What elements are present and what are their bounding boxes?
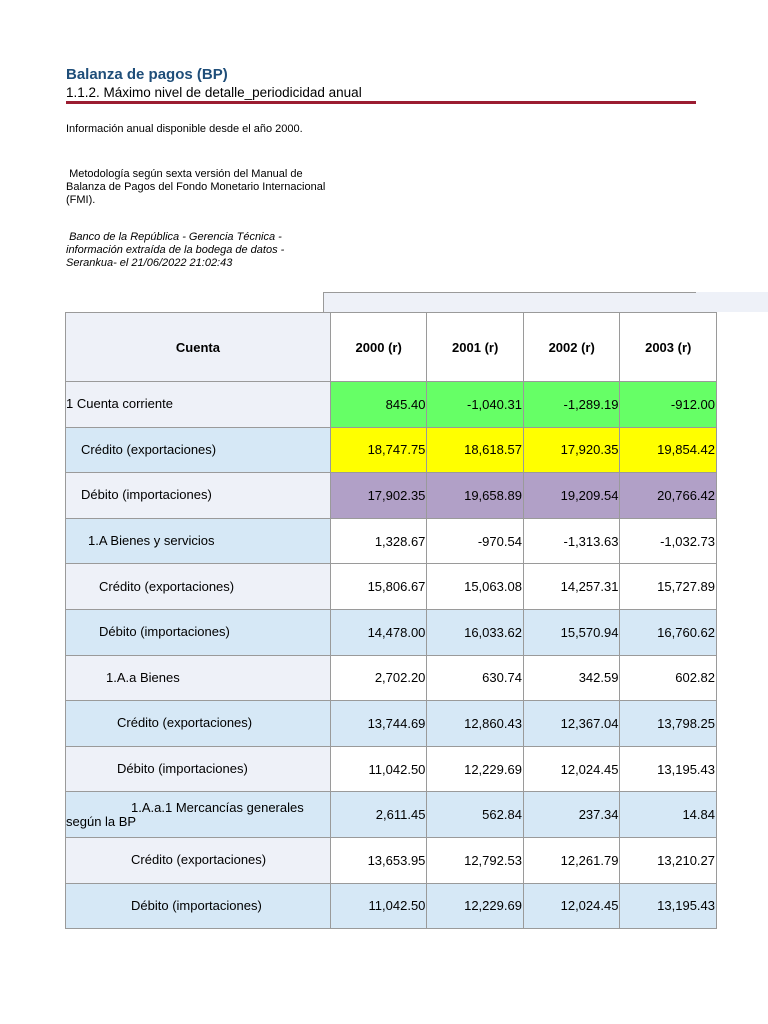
value-cell: 11,042.50 [330,746,427,792]
value-cell: 12,860.43 [427,701,524,747]
value-cell: 19,658.89 [427,473,524,519]
value-cell: 19,854.42 [620,427,717,473]
row-label: Débito (importaciones) [66,609,331,655]
info-note: Información anual disponible desde el año 2000. [66,123,303,135]
row-label: Débito (importaciones) [66,883,331,929]
table-row [66,837,717,883]
row-label: Crédito (exportaciones) [66,564,331,610]
source-note: Banco de la República - Gerencia Técnica - información extraída de la bodega de datos - Serankua- el 21/06/2022 21:02:43 [66,231,288,269]
value-cell: 15,727.89 [620,564,717,610]
table-body [66,382,717,929]
value-cell: 20,766.42 [620,473,717,519]
value-cell: 12,367.04 [523,701,620,747]
table-row [66,427,717,473]
value-cell: 845.40 [330,382,427,428]
methodology-note: Metodología según sexta versión del Manual de Balanza de Pagos del Fondo Monetario Internacional (FMI). [66,168,329,206]
value-cell: -912.00 [620,382,717,428]
header-strip [323,292,696,312]
row-label: 1 Cuenta corriente [66,382,331,428]
value-cell: 237.34 [523,792,620,838]
value-cell: 630.74 [427,655,524,701]
value-cell: 15,063.08 [427,564,524,610]
value-cell: 15,806.67 [330,564,427,610]
value-cell: 11,042.50 [330,883,427,929]
value-cell: 17,920.35 [523,427,620,473]
page-title: Balanza de pagos (BP) [66,66,228,83]
value-cell: 562.84 [427,792,524,838]
value-cell: 13,195.43 [620,746,717,792]
column-header-year: 2001 (r) [427,313,524,382]
value-cell: 602.82 [620,655,717,701]
value-cell: -1,040.31 [427,382,524,428]
row-label: Crédito (exportaciones) [66,427,331,473]
value-cell: 14,257.31 [523,564,620,610]
table-row [66,609,717,655]
value-cell: -1,032.73 [620,518,717,564]
value-cell: 2,611.45 [330,792,427,838]
value-cell: -970.54 [427,518,524,564]
value-cell: 16,760.62 [620,609,717,655]
value-cell: 12,024.45 [523,883,620,929]
row-label: Crédito (exportaciones) [66,701,331,747]
table-row [66,564,717,610]
row-label: Crédito (exportaciones) [66,837,331,883]
value-cell: 13,798.25 [620,701,717,747]
value-cell: 1,328.67 [330,518,427,564]
row-label: Débito (importaciones) [66,473,331,519]
table-row [66,883,717,929]
column-header-year: 2003 (r) [620,313,717,382]
table-header-row [66,313,717,382]
value-cell: 17,902.35 [330,473,427,519]
value-cell: 18,618.57 [427,427,524,473]
value-cell: 18,747.75 [330,427,427,473]
table-row [66,382,717,428]
value-cell: 12,229.69 [427,883,524,929]
table-row [66,655,717,701]
value-cell: 13,210.27 [620,837,717,883]
table-row [66,473,717,519]
table-row [66,746,717,792]
table-row [66,701,717,747]
value-cell: -1,313.63 [523,518,620,564]
value-cell: 12,792.53 [427,837,524,883]
value-cell: 15,570.94 [523,609,620,655]
value-cell: 13,653.95 [330,837,427,883]
table-row [66,792,717,838]
table-viewport [65,312,715,928]
value-cell: 342.59 [523,655,620,701]
row-label: 1.A.a.1 Mercancías generales según la BP [66,792,331,838]
value-cell: 13,744.69 [330,701,427,747]
value-cell: 12,024.45 [523,746,620,792]
header-strip-extension [696,292,768,312]
value-cell: 13,195.43 [620,883,717,929]
value-cell: -1,289.19 [523,382,620,428]
value-cell: 19,209.54 [523,473,620,519]
row-label: 1.A Bienes y servicios [66,518,331,564]
value-cell: 12,229.69 [427,746,524,792]
column-header-year: 2002 (r) [523,313,620,382]
value-cell: 14.84 [620,792,717,838]
value-cell: 12,261.79 [523,837,620,883]
value-cell: 16,033.62 [427,609,524,655]
value-cell: 14,478.00 [330,609,427,655]
title-rule [66,101,696,104]
balance-table [65,312,717,929]
column-header-cuenta: Cuenta [66,313,331,382]
row-label: 1.A.a Bienes [66,655,331,701]
page-subtitle: 1.1.2. Máximo nivel de detalle_periodicidad anual [66,85,362,100]
row-label: Débito (importaciones) [66,746,331,792]
table-row [66,518,717,564]
column-header-year: 2000 (r) [330,313,427,382]
value-cell: 2,702.20 [330,655,427,701]
